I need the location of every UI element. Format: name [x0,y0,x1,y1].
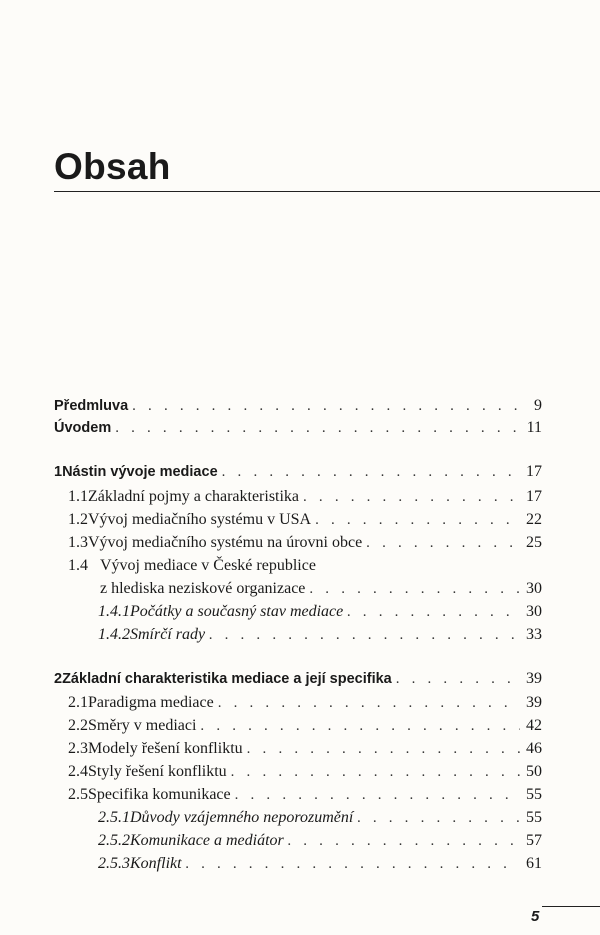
toc-entry-number: 2.4 [68,763,88,780]
toc-entry-page: 42 [526,717,542,734]
page-title: Obsah [54,146,171,187]
toc-entry-page: 17 [526,463,542,480]
toc-entry-number: 2.5.3 [98,855,130,872]
toc-entry-page: 22 [526,511,542,528]
toc-entry-number: 1.4.1 [98,603,130,620]
toc-entry-page: 25 [526,534,542,551]
toc-entry-title: Paradigma mediace [88,694,214,711]
leader-dots [303,486,520,508]
toc-entry-number: 2.5.1 [98,809,130,826]
leader-dots [231,761,520,783]
toc-entry-title: Konflikt [130,855,182,872]
toc-subsection-1-4-1[interactable] [98,601,542,623]
toc-entry-title: Úvodem [54,420,112,436]
toc-entry-page: 9 [534,397,542,414]
toc-entry-number: 1 [54,464,63,480]
footer-rule [542,906,600,907]
toc-entry-page: 39 [526,694,542,711]
toc-section-1-3[interactable] [68,532,542,554]
toc-entry-page: 17 [526,488,542,505]
toc-entry-title: Specifika komunikace [88,786,231,803]
toc-entry-page: 50 [526,763,542,780]
toc-subsection-1-4-2[interactable] [98,624,542,646]
toc-entry-number: 2.1 [68,694,88,711]
toc-section-1-4-continued[interactable] [100,578,542,600]
toc-entry-title: Nástin vývoje mediace [62,464,218,480]
leader-dots [357,807,520,829]
toc-entry-page: 30 [526,603,542,620]
leader-dots [288,830,520,852]
leader-dots [115,417,520,439]
leader-dots [218,692,520,714]
leader-dots [235,784,520,806]
toc-entry-title: Směry v mediaci [88,717,197,734]
toc-entry-number: 1.2 [68,511,88,528]
leader-dots [247,738,520,760]
toc-entry-title: Vývoj mediačního systému v USA [88,511,312,528]
toc-entry-page: 55 [526,786,542,803]
toc-entry-title: Smírčí rady [130,626,206,643]
leader-dots [396,668,520,690]
toc-section-1-4[interactable] [68,555,542,577]
toc-entry-number: 1.3 [68,534,88,551]
toc-entry-title: Vývoj mediačního systému na úrovni obce [88,534,363,551]
toc-entry-number: 2.5 [68,786,88,803]
toc-chapter-2[interactable] [54,668,542,690]
leader-dots [186,853,520,875]
toc-entry-number: 1.4.2 [98,626,130,643]
toc-entry-page: 46 [526,740,542,757]
toc-section-2-3[interactable] [68,738,542,760]
toc-section-1-1[interactable] [68,486,542,508]
toc-subsection-2-5-1[interactable] [98,807,542,829]
toc-section-2-2[interactable] [68,715,542,737]
toc-section-2-1[interactable] [68,692,542,714]
toc-chapter-1[interactable] [54,461,542,483]
toc-entry-page: 11 [526,419,542,436]
leader-dots [347,601,520,623]
toc-entry-number: 1.4 [68,557,88,574]
toc-subsection-2-5-3[interactable] [98,853,542,875]
leader-dots [200,715,520,737]
toc-entry-title: Základní pojmy a charakteristika [88,488,300,505]
toc-section-2-5[interactable] [68,784,542,806]
toc-entry-page: 30 [526,580,542,597]
toc-entry-page: 55 [526,809,542,826]
toc-entry-title: Komunikace a mediátor [130,832,284,849]
toc-entry-title: Předmluva [54,398,129,414]
toc-subsection-2-5-2[interactable] [98,830,542,852]
toc-section-2-4[interactable] [68,761,542,783]
toc-entry-number: 1.1 [68,488,88,505]
toc-entry-number: 2.5.2 [98,832,130,849]
toc-entry-uvodem[interactable] [54,417,542,439]
leader-dots [366,532,520,554]
leader-dots [309,578,520,600]
leader-dots [315,509,520,531]
toc-entry-title: z hlediska neziskové organizace [100,580,306,597]
toc-entry-number: 2.3 [68,740,88,757]
toc-entry-page: 33 [526,626,542,643]
leader-dots [132,395,520,417]
leader-dots [209,624,520,646]
toc-entry-page: 57 [526,832,542,849]
toc-entry-title: Základní charakteristika mediace a její specifika [62,671,392,687]
leader-dots [222,461,520,483]
toc-section-1-2[interactable] [68,509,542,531]
toc-entry-title: Vývoj mediace v České republice [100,557,316,574]
toc-entry-number: 2.2 [68,717,88,734]
toc-entry-title: Modely řešení konfliktu [88,740,243,757]
toc-entry-predmluva[interactable] [54,395,542,417]
toc-entry-title: Styly řešení konfliktu [88,763,227,780]
toc-entry-number: 2 [54,671,63,687]
toc-entry-page: 61 [526,855,542,872]
toc-entry-title: Počátky a současný stav mediace [130,603,344,620]
toc-entry-page: 39 [526,670,542,687]
toc-entry-title: Důvody vzájemného neporozumění [130,809,354,826]
page-number: 5 [531,908,540,925]
